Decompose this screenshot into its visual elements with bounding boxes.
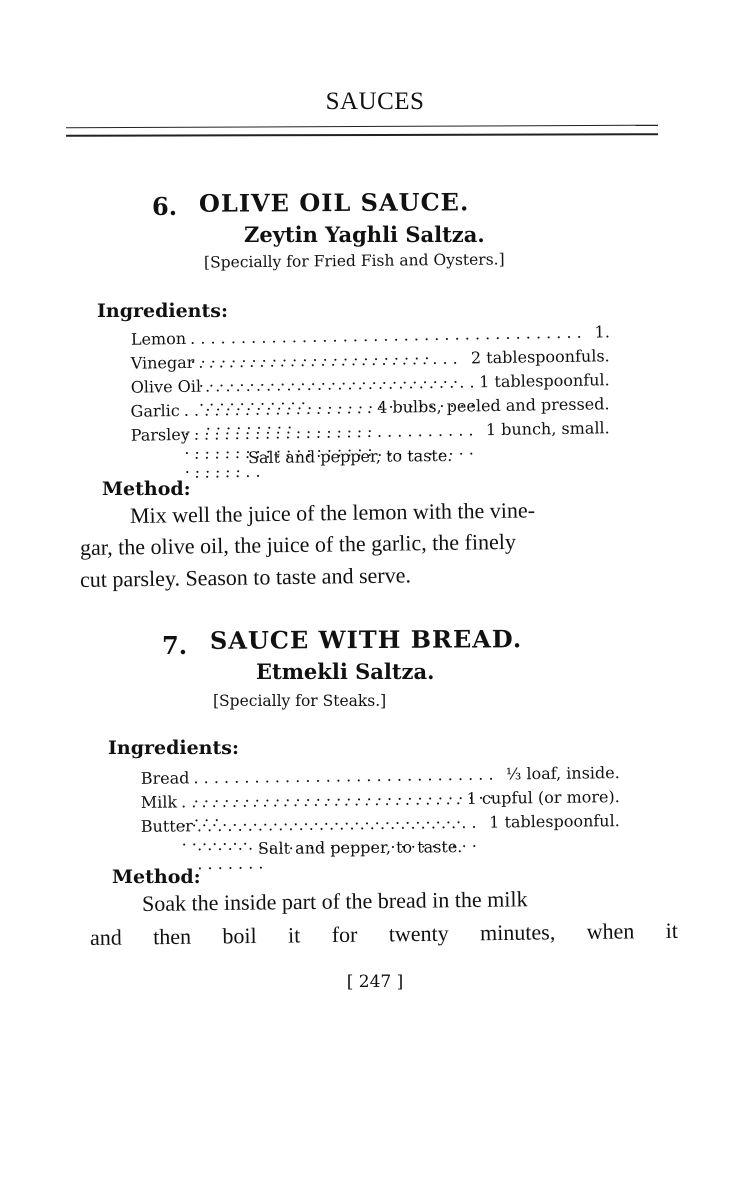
- ingredient-name: Bread: [140, 768, 190, 788]
- ingredient-name: Garlic: [130, 400, 180, 421]
- recipe-note: [Specially for Fried Fish and Oysters.]: [203, 250, 505, 272]
- header-rule-top: [66, 125, 658, 129]
- ingredient-quantity: 2 tablespoonfuls.: [470, 346, 610, 368]
- method-line: and then boil it for twenty minutes, when it: [89, 917, 679, 950]
- running-head: SAUCES: [325, 88, 425, 115]
- ingredient-quantity: ⅓ loaf, inside.: [505, 763, 620, 784]
- ingredient-name: Lemon: [130, 328, 187, 349]
- ingredient-name: Parsley: [130, 424, 190, 445]
- seasoning-line: Salt and pepper, to taste.: [257, 837, 463, 858]
- ingredient-name: Vinegar: [130, 352, 195, 373]
- recipe-number: 6.: [152, 192, 178, 221]
- ingredient-quantity: 4 bulbs, peeled and pressed.: [376, 394, 610, 417]
- recipe-title: OLIVE OIL SAUCE.: [198, 187, 470, 218]
- recipe-title: SAUCE WITH BREAD.: [209, 624, 523, 655]
- method-line: Soak the inside part of the bread in the milk: [141, 886, 528, 916]
- recipe-note: [Specially for Steaks.]: [213, 692, 387, 710]
- page-number: [ 247 ]: [346, 972, 404, 992]
- method-line: gar, the olive oil, the juice of the garlic, the finely: [79, 528, 517, 560]
- method-heading: Method:: [102, 478, 191, 500]
- ingredient-quantity: 1 tablespoonful.: [479, 370, 610, 392]
- ingredients-heading: Ingredients:: [108, 737, 239, 759]
- header-rule-bottom: [66, 133, 658, 137]
- recipe-subtitle: Zeytin Yaghli Saltza.: [244, 222, 485, 247]
- method-heading: Method:: [112, 866, 201, 888]
- ingredient-quantity: 1.: [594, 322, 610, 342]
- ingredients-heading: Ingredients:: [97, 300, 228, 322]
- ingredient-quantity: 1 tablespoonful.: [489, 811, 620, 832]
- ingredient-name: Milk: [140, 792, 178, 812]
- seasoning-line: Salt and pepper, to taste.: [247, 445, 453, 468]
- ingredient-quantity: 1 bunch, small.: [485, 418, 610, 440]
- ingredient-name: Butter: [140, 816, 193, 836]
- ingredient-name: Olive Oil: [130, 376, 202, 397]
- recipe-number: 7.: [162, 631, 188, 660]
- recipe-subtitle: Etmekli Saltza.: [256, 659, 435, 684]
- ingredient-quantity: 1 cupful (or more).: [466, 787, 620, 808]
- method-line: Mix well the juice of the lemon with the vine-: [129, 497, 536, 528]
- method-line: cut parsley. Season to taste and serve.: [79, 562, 412, 592]
